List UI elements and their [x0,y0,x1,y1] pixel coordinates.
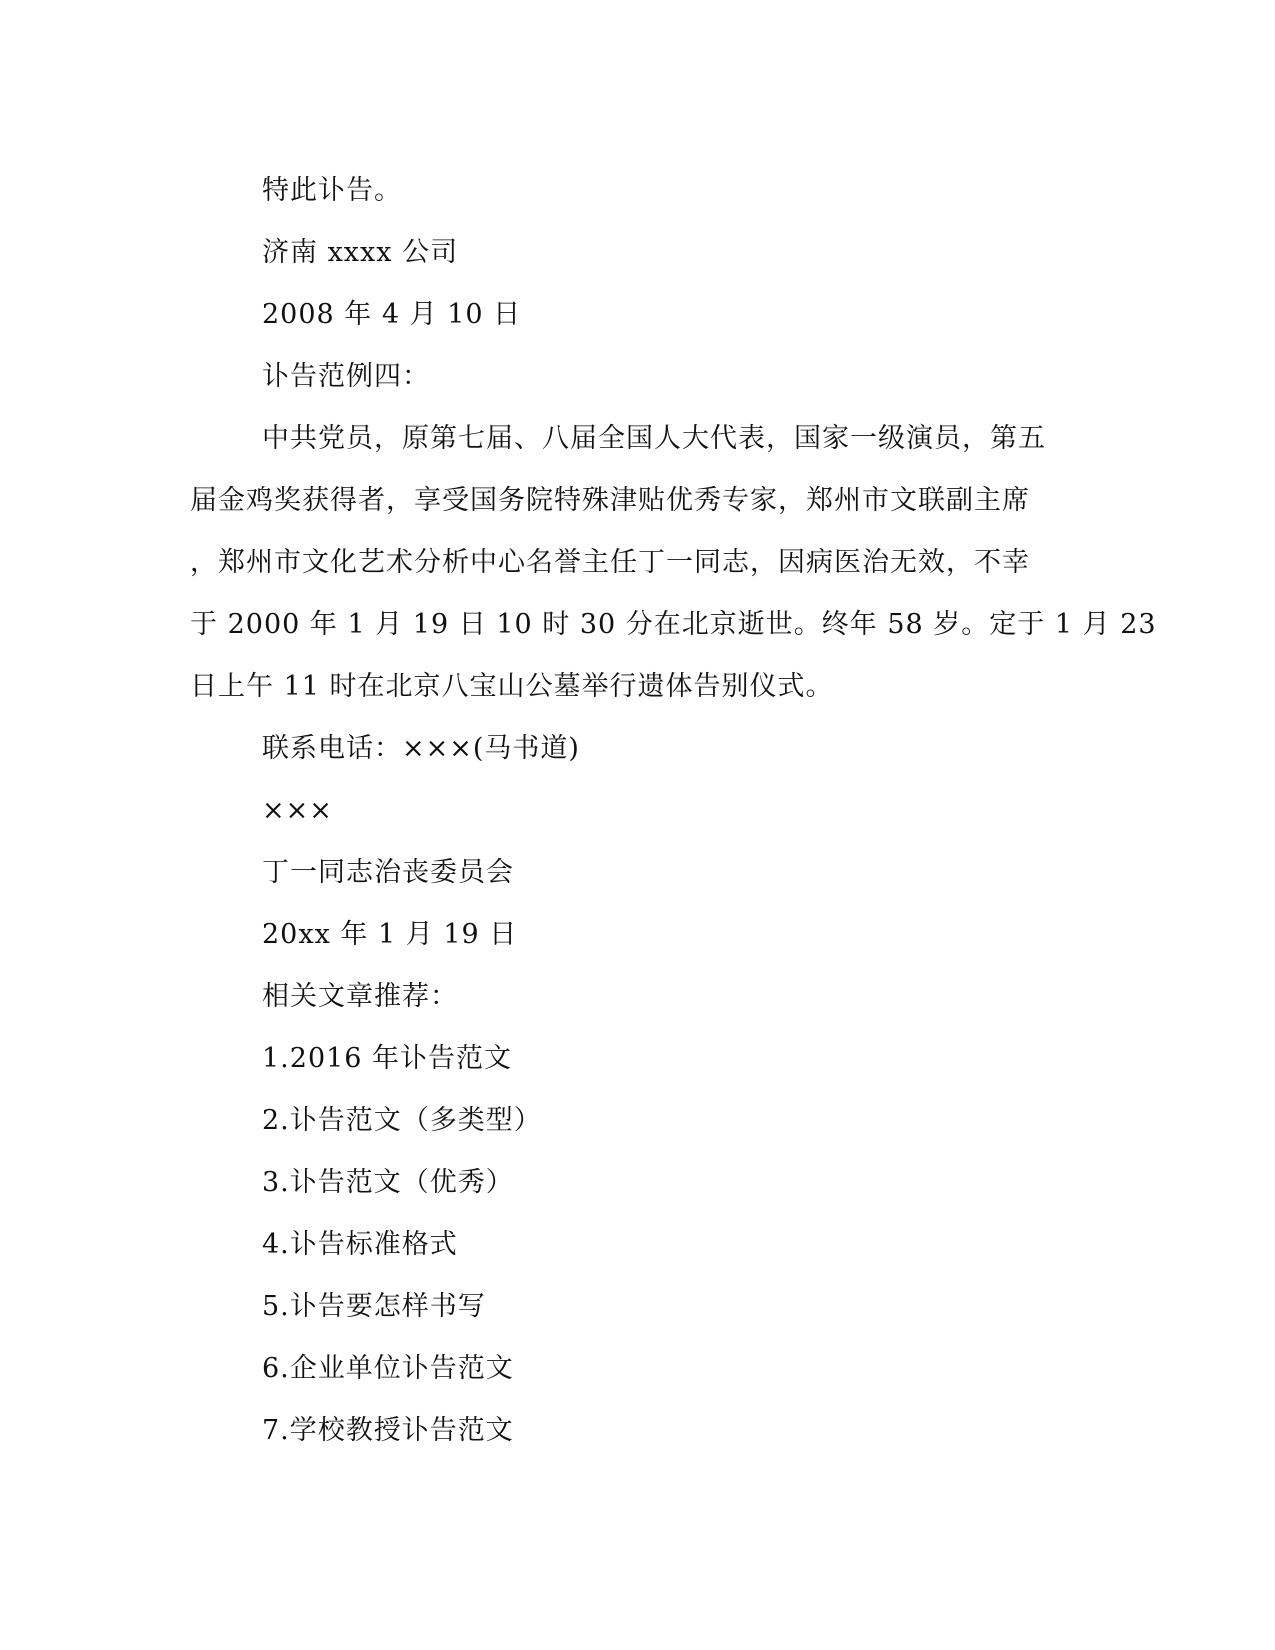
company-name: 济南 xxxx 公司 [262,237,459,268]
related-heading: 相关文章推荐： [262,981,458,1012]
related-article-link[interactable]: 1.2016 年讣告范文 [262,1043,513,1074]
related-article-item[interactable] [190,1028,1070,1090]
related-article-link[interactable]: 2.讣告范文（多类型） [262,1105,542,1136]
related-article-link[interactable]: 6.企业单位讣告范文 [262,1353,514,1384]
paragraph-line: 中共党员，原第七届、八届全国人大代表，国家一级演员，第五 [262,423,1046,454]
paragraph-line: 日上午 11 时在北京八宝山公墓举行遗体告别仪式。 [190,671,834,702]
notice-date: 2008 年 4 月 10 日 [262,299,522,330]
related-article-link[interactable]: 7.学校教授讣告范文 [262,1415,514,1446]
committee-date: 20xx 年 1 月 19 日 [262,919,518,950]
obituary-paragraph [190,408,1157,718]
contact-info: 联系电话：×××(马书道) [262,733,580,764]
closing-text: 特此讣告。 [262,175,402,206]
related-article-link[interactable]: 5.讣告要怎样书写 [262,1291,486,1322]
paragraph-line: 于 2000 年 1 月 19 日 10 时 30 分在北京逝世。终年 58 岁。定于 1 月 23 [190,609,1157,640]
example-heading: 讣告范例四： [262,361,430,392]
document-body [190,160,1157,1462]
related-article-item[interactable] [190,1090,1070,1152]
related-article-item[interactable] [190,1338,1070,1400]
related-article-item[interactable] [190,1152,1070,1214]
committee-name: 丁一同志治丧委员会 [262,857,514,888]
placeholder-name: ××× [262,795,333,826]
related-article-item[interactable] [190,1214,1070,1276]
paragraph-line: 届金鸡奖获得者，享受国务院特殊津贴优秀专家，郑州市文联副主席 [190,485,1030,516]
related-article-link[interactable]: 4.讣告标准格式 [262,1229,458,1260]
paragraph-line: ，郑州市文化艺术分析中心名誉主任丁一同志，因病医治无效，不幸 [190,547,1030,578]
related-article-item[interactable] [190,1400,1070,1462]
related-article-item[interactable] [190,1276,1070,1338]
related-article-link[interactable]: 3.讣告范文（优秀） [262,1167,514,1198]
